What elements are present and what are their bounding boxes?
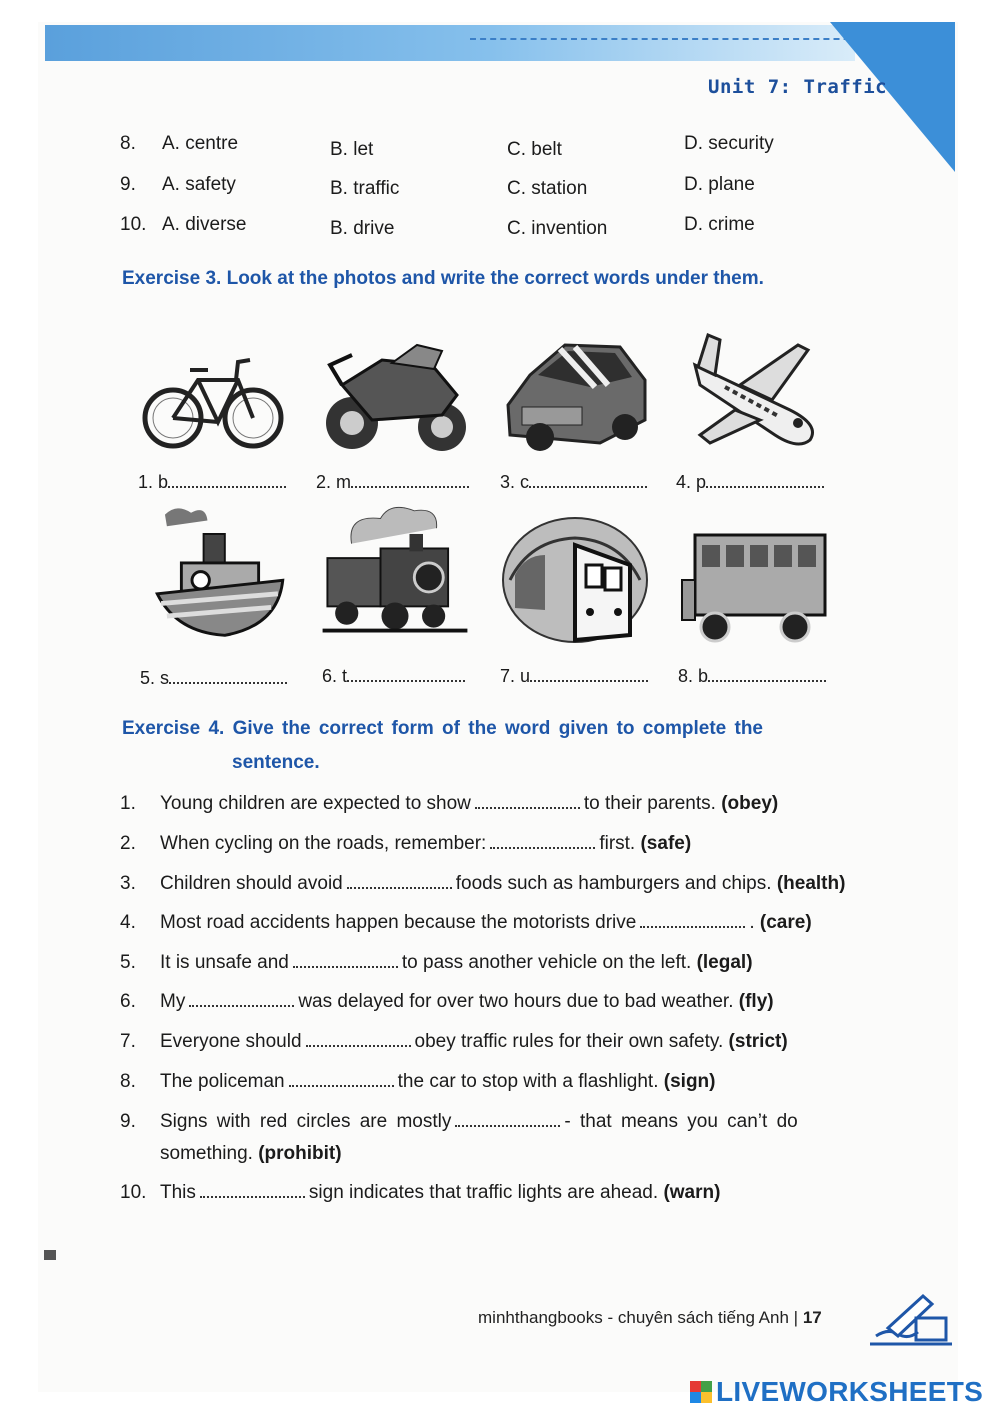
answer-4[interactable] bbox=[676, 472, 824, 493]
pen-writing-icon bbox=[868, 1288, 954, 1348]
word-hint: (legal) bbox=[696, 952, 753, 973]
answer-blank[interactable] bbox=[475, 795, 580, 809]
word-hint: (care) bbox=[759, 912, 812, 933]
sentence-text: Everyone should bbox=[160, 1031, 302, 1052]
answer-6[interactable] bbox=[322, 666, 465, 687]
liveworksheets-logo bbox=[690, 1376, 983, 1408]
exercise-3-heading: Exercise 3. Look at the photos and write the correct words under them. bbox=[122, 268, 764, 289]
word-hint: (warn) bbox=[663, 1182, 721, 1203]
answer-blank[interactable] bbox=[347, 668, 465, 682]
word-hint: (health) bbox=[776, 873, 846, 894]
sentence-text: The policeman bbox=[160, 1071, 285, 1092]
answer-7[interactable] bbox=[500, 666, 648, 687]
option-c[interactable]: C. invention bbox=[507, 218, 608, 239]
answer-blank[interactable] bbox=[289, 1073, 394, 1087]
sentence-number: 8. bbox=[120, 1071, 136, 1092]
answer-label: 4. p bbox=[676, 472, 707, 492]
answer-blank[interactable] bbox=[293, 954, 398, 968]
exercise-4-heading-cont: sentence. bbox=[232, 752, 320, 773]
answer-blank[interactable] bbox=[490, 835, 595, 849]
publisher-text: minhthangbooks - chuyên sách tiếng Anh | bbox=[478, 1308, 799, 1327]
sentence-text: sign indicates that traffic lights are ahead. bbox=[308, 1182, 659, 1203]
train-icon bbox=[320, 505, 470, 645]
answer-blank[interactable] bbox=[708, 668, 826, 682]
answer-blank[interactable] bbox=[347, 875, 452, 889]
answer-label: 8. b bbox=[678, 666, 709, 686]
word-hint: (safe) bbox=[640, 833, 692, 854]
sentence-number: 6. bbox=[120, 991, 136, 1012]
sentence-text: to their parents. bbox=[583, 793, 716, 814]
sentence-text: obey traffic rules for their own safety. bbox=[414, 1031, 724, 1052]
answer-8[interactable] bbox=[678, 666, 826, 687]
sentence-number: 9. bbox=[120, 1111, 136, 1132]
motorbike-icon bbox=[322, 325, 472, 465]
option-b[interactable]: B. drive bbox=[330, 218, 395, 239]
answer-1[interactable] bbox=[138, 472, 286, 493]
unit-title: Unit 7: Traffic bbox=[708, 76, 888, 98]
sentence-text: the car to stop with a flashlight. bbox=[397, 1071, 659, 1092]
word-hint: (sign) bbox=[663, 1071, 716, 1092]
option-b[interactable]: B. let bbox=[330, 139, 374, 160]
answer-5[interactable] bbox=[140, 668, 287, 689]
answer-label: 6. t bbox=[322, 666, 348, 686]
page-number: 17 bbox=[802, 1308, 822, 1327]
sentence-text: Signs with red circles are mostly bbox=[160, 1111, 452, 1132]
question-number: 9. bbox=[120, 174, 136, 195]
sentence-text: It is unsafe and bbox=[160, 952, 289, 973]
sentence-text: Children should avoid bbox=[160, 873, 343, 894]
sentence-number: 10. bbox=[120, 1182, 147, 1203]
option-d[interactable]: D. crime bbox=[684, 214, 755, 235]
option-a[interactable]: A. centre bbox=[162, 133, 239, 154]
bicycle-icon bbox=[138, 330, 288, 470]
answer-blank[interactable] bbox=[169, 670, 287, 684]
question-number: 8. bbox=[120, 133, 136, 154]
answer-blank[interactable] bbox=[200, 1184, 305, 1198]
answer-blank[interactable] bbox=[530, 668, 648, 682]
sentence-text: Most road accidents happen because the motorists drive bbox=[160, 912, 637, 933]
liveworksheets-logo-icon bbox=[690, 1381, 712, 1403]
question-number: 10. bbox=[120, 214, 147, 235]
sentence-text: foods such as hamburgers and chips. bbox=[455, 873, 772, 894]
banner-dashed-line bbox=[470, 38, 890, 40]
option-d[interactable]: D. plane bbox=[684, 174, 755, 195]
scan-mark bbox=[44, 1250, 56, 1260]
answer-label: 5. s bbox=[140, 668, 170, 688]
answer-label: 7. u bbox=[500, 666, 531, 686]
question-row-10 bbox=[120, 214, 860, 244]
sentence-text: This bbox=[160, 1182, 196, 1203]
sentence-text: first. bbox=[599, 833, 636, 854]
car-icon bbox=[500, 325, 650, 465]
answer-2[interactable] bbox=[316, 472, 469, 493]
sentence-text: was delayed for over two hours due to bad weather. bbox=[298, 991, 734, 1012]
sentence-text: My bbox=[160, 991, 186, 1012]
option-a[interactable]: A. safety bbox=[162, 174, 236, 195]
sentence-number: 4. bbox=[120, 912, 136, 933]
option-a[interactable]: A. diverse bbox=[162, 214, 247, 235]
answer-label: 2. m bbox=[316, 472, 352, 492]
answer-blank[interactable] bbox=[455, 1113, 560, 1127]
option-d[interactable]: D. security bbox=[684, 133, 774, 154]
sentence-text: Young children are expected to show bbox=[160, 793, 471, 814]
answer-3[interactable] bbox=[500, 472, 647, 493]
plane-icon bbox=[680, 325, 830, 465]
top-banner bbox=[45, 25, 855, 61]
bus-icon bbox=[680, 520, 830, 660]
answer-blank[interactable] bbox=[640, 914, 745, 928]
sentence-number: 3. bbox=[120, 873, 136, 894]
option-c[interactable]: C. belt bbox=[507, 139, 562, 160]
word-hint: (fly) bbox=[738, 991, 774, 1012]
sentence-number: 7. bbox=[120, 1031, 136, 1052]
answer-blank[interactable] bbox=[168, 474, 286, 488]
answer-label: 1. b bbox=[138, 472, 169, 492]
sentence-text: to pass another vehicle on the left. bbox=[401, 952, 692, 973]
sentence-text: . bbox=[749, 912, 755, 933]
ship-icon bbox=[145, 505, 295, 645]
sentence-text: When cycling on the roads, remember: bbox=[160, 833, 487, 854]
answer-blank[interactable] bbox=[306, 1033, 411, 1047]
option-c[interactable]: C. station bbox=[507, 178, 588, 199]
answer-label: 3. c bbox=[500, 472, 530, 492]
word-hint: (prohibit) bbox=[258, 1143, 342, 1164]
sentence-number: 1. bbox=[120, 793, 136, 814]
question-row-8 bbox=[120, 133, 860, 163]
page-footer bbox=[478, 1308, 822, 1328]
answer-blank[interactable] bbox=[529, 474, 647, 488]
liveworksheets-brand: LIVEWORKSHEETS bbox=[716, 1376, 984, 1407]
underground-icon bbox=[500, 510, 650, 650]
exercise-4-heading: Exercise 4. Give the correct form of the word given to complete the bbox=[122, 718, 763, 739]
word-hint: (obey) bbox=[721, 793, 779, 814]
sentence-number: 2. bbox=[120, 833, 136, 854]
answer-blank[interactable] bbox=[189, 993, 294, 1007]
option-b[interactable]: B. traffic bbox=[330, 178, 400, 199]
sentence-text: - that means you can’t do bbox=[564, 1111, 798, 1132]
sentence-number: 5. bbox=[120, 952, 136, 973]
word-hint: (strict) bbox=[728, 1031, 788, 1052]
answer-blank[interactable] bbox=[351, 474, 469, 488]
question-row-9 bbox=[120, 174, 860, 204]
answer-blank[interactable] bbox=[706, 474, 824, 488]
sentence-text: something. bbox=[160, 1143, 253, 1164]
